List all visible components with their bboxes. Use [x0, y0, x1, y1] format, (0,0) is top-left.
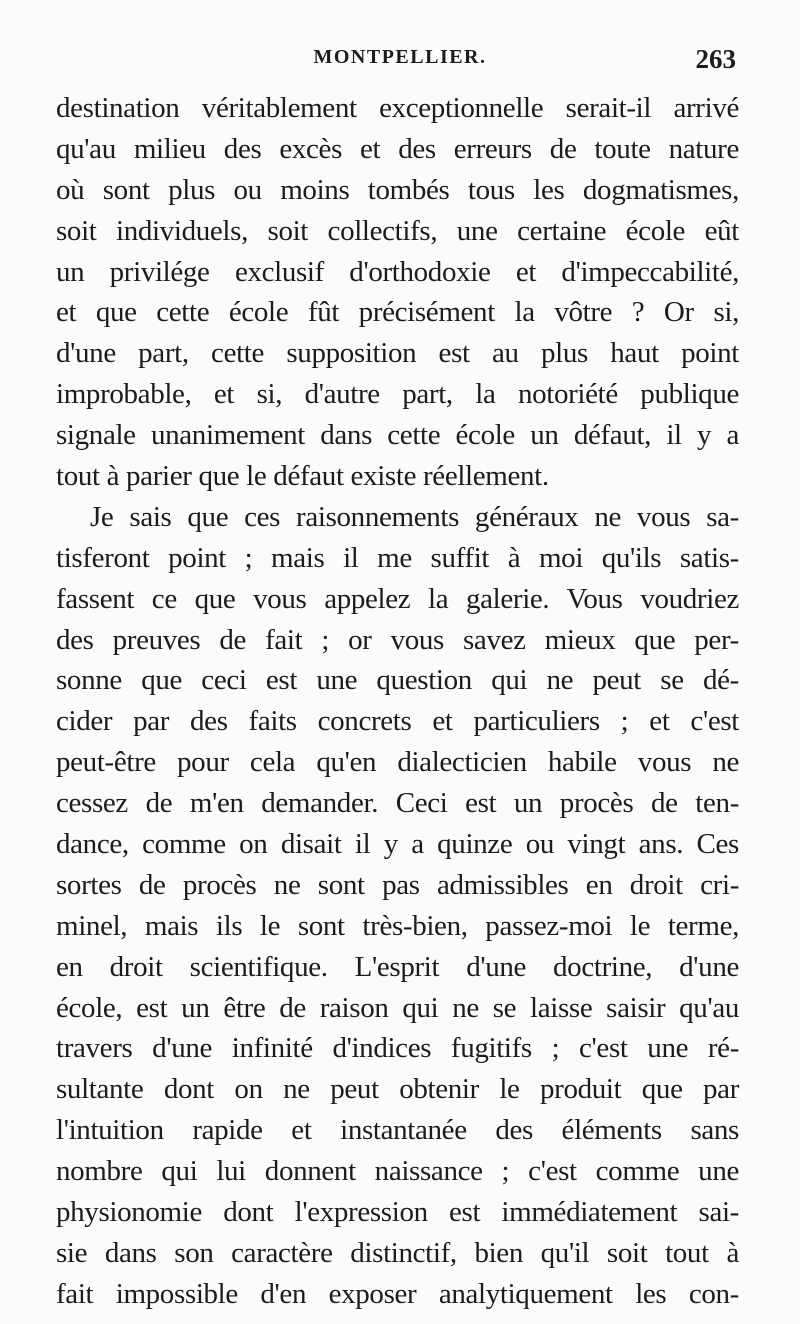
page-number: 263	[695, 44, 736, 74]
text-line: cessez de m'en demander. Ceci est un procès de ten-	[56, 787, 739, 820]
text-line: en droit scientifique. L'esprit d'une doctrine, d'une	[56, 950, 739, 983]
text-line: sie dans son caractère distinctif, bien qu'il soit tout à	[56, 1236, 739, 1269]
text-line: école, est un être de raison qui ne se laisse saisir qu'au	[56, 991, 739, 1024]
text-line: improbable, et si, d'autre part, la notoriété publique	[56, 378, 739, 411]
text-line: cider par des faits concrets et particuliers ; et c'est	[56, 705, 739, 738]
text-line: physionomie dont l'expression est immédiatement sai-	[56, 1196, 739, 1229]
text-line: destination véritablement exceptionnelle serait-il arrivé	[56, 92, 739, 124]
body-text	[56, 88, 739, 1315]
running-title: MONTPELLIER.	[313, 46, 487, 68]
running-head	[0, 44, 800, 76]
paragraph-last-line: tout à parier que le défaut existe réellement.	[56, 460, 549, 493]
text-line: fassent ce que vous appelez la galerie. Vous voudriez	[56, 582, 739, 615]
text-line: qu'au milieu des excès et des erreurs de toute nature	[56, 132, 739, 165]
text-line: soit individuels, soit collectifs, une certaine école eût	[56, 214, 739, 247]
text-line: dance, comme on disait il y a quinze ou vingt ans. Ces	[56, 828, 739, 861]
text-line: signale unanimement dans cette école un défaut, il y a	[56, 419, 739, 452]
text-line: tisferont point ; mais il me suffit à moi qu'ils satis-	[56, 541, 739, 574]
paragraph-first-line: Je sais que ces raisonnements généraux ne vous sa-	[90, 500, 739, 533]
text-line: d'une part, cette supposition est au plus haut point	[56, 337, 739, 370]
text-line: sultante dont on ne peut obtenir le produit que par	[56, 1073, 739, 1106]
text-line: nombre qui lui donnent naissance ; c'est comme une	[56, 1155, 739, 1188]
text-line: l'intuition rapide et instantanée des éléments sans	[56, 1114, 739, 1147]
text-line: sonne que ceci est une question qui ne peut se dé-	[56, 664, 739, 697]
text-line: peut-être pour cela qu'en dialecticien habile vous ne	[56, 746, 739, 779]
text-line: des preuves de fait ; or vous savez mieux que per-	[56, 623, 739, 656]
text-line: travers d'une infinité d'indices fugitifs ; c'est une ré-	[56, 1032, 739, 1065]
text-line: où sont plus ou moins tombés tous les dogmatismes,	[56, 173, 739, 206]
text-line: un privilége exclusif d'orthodoxie et d'impeccabilité,	[56, 255, 739, 288]
text-line: et que cette école fût précisément la vôtre ? Or si,	[56, 296, 739, 329]
text-line: fait impossible d'en exposer analytiquement les con-	[56, 1277, 739, 1310]
text-line: minel, mais ils le sont très-bien, passez-moi le terme,	[56, 909, 739, 942]
text-line: sortes de procès ne sont pas admissibles en droit cri-	[56, 868, 739, 901]
